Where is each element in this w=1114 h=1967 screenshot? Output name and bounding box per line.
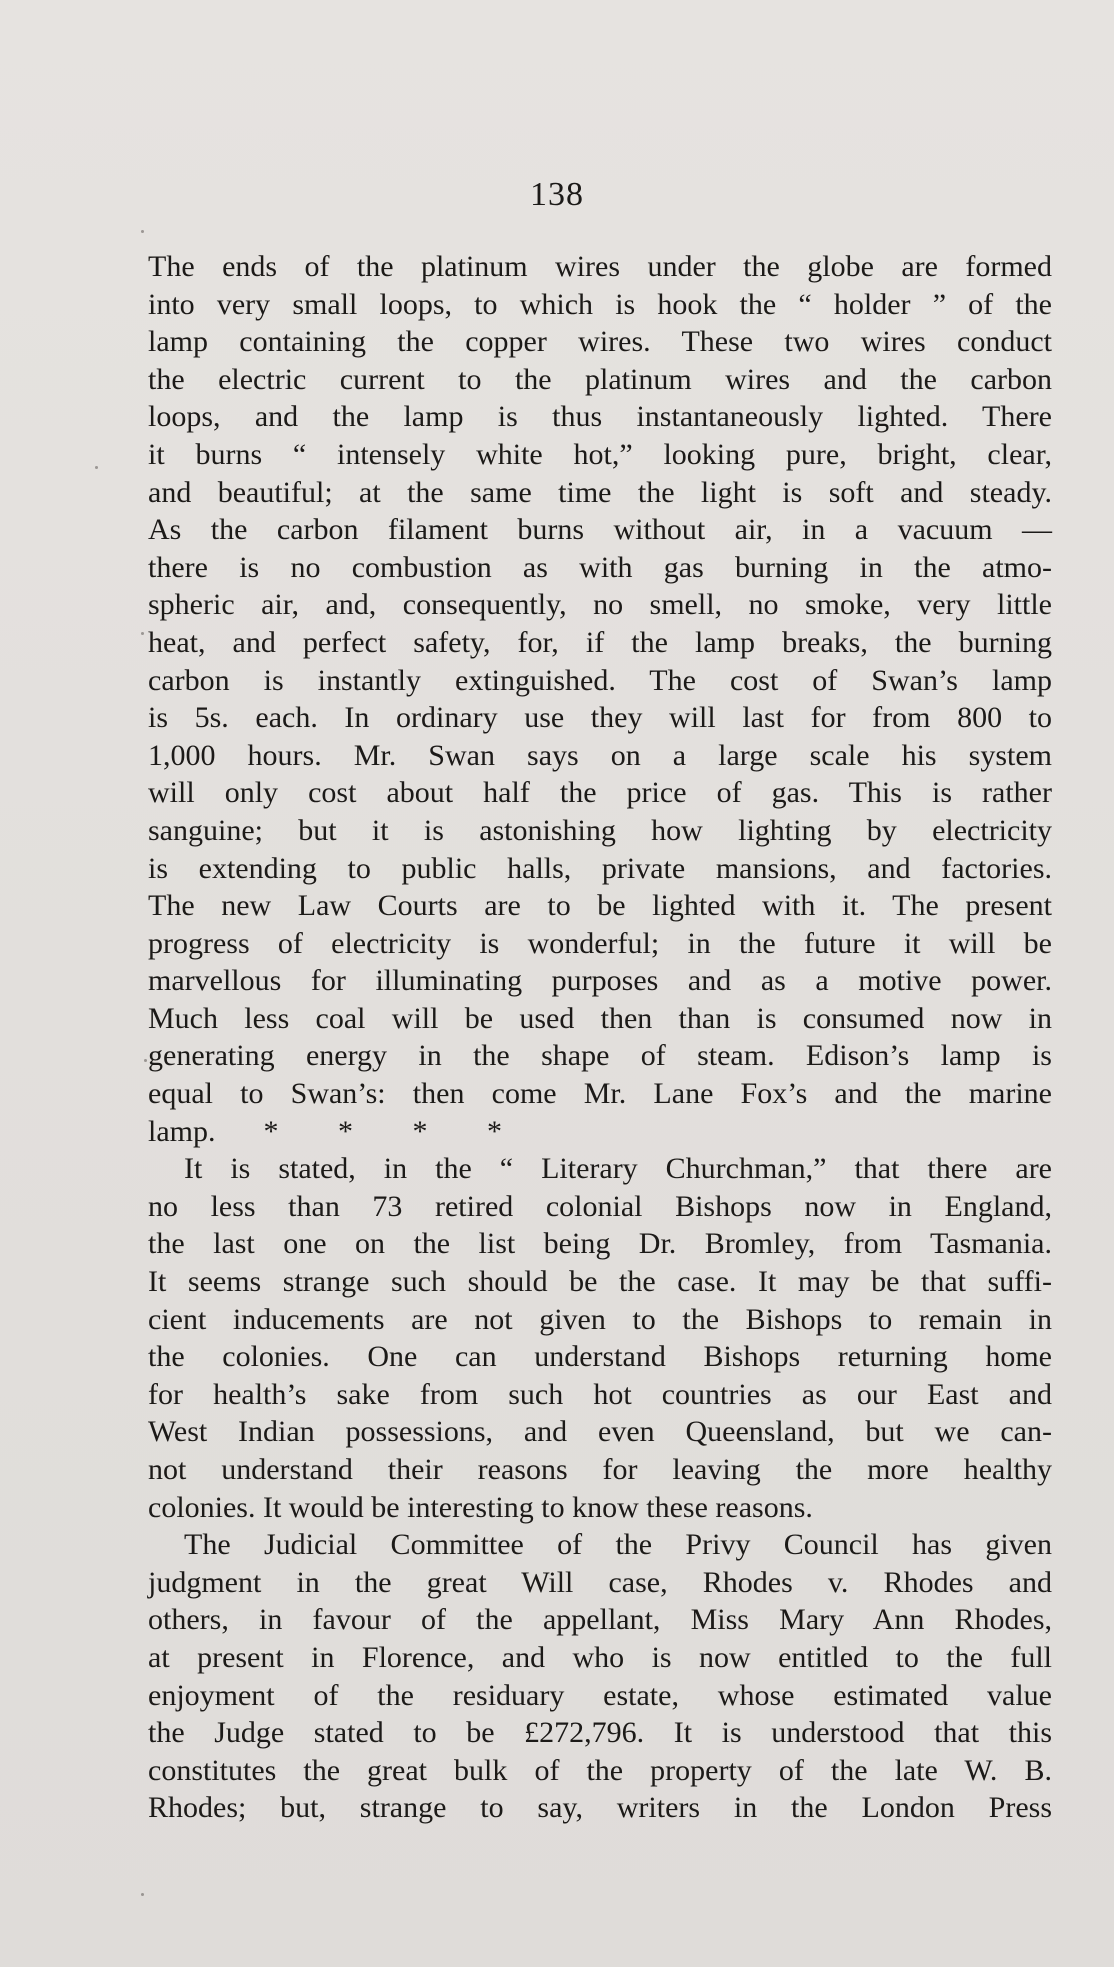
text-line: it burns “ intensely white hot,” looking pure, bright, clear, xyxy=(148,437,1052,471)
text-line: It is stated, in the “ Literary Churchman,” that there are xyxy=(184,1152,1052,1186)
paper-speck xyxy=(144,1059,147,1062)
text-line: It seems strange such should be the case. It may be that suffi- xyxy=(148,1265,1052,1299)
text-line: the last one on the list being Dr. Bromley, from Tasmania. xyxy=(148,1227,1052,1261)
text-line: lamp. * * * * xyxy=(148,1113,1052,1151)
body-text xyxy=(148,248,1052,1827)
text-line: As the carbon filament burns without air, in a vacuum — xyxy=(148,513,1052,547)
section-break-asterisks: * * * * xyxy=(263,1114,502,1148)
paper-speck xyxy=(141,632,144,635)
text-line: generating energy in the shape of steam. Edison’s lamp is xyxy=(148,1039,1052,1073)
text-line: enjoyment of the residuary estate, whose estimated value xyxy=(148,1678,1052,1712)
text-line: carbon is instantly extinguished. The cost of Swan’s lamp xyxy=(148,663,1052,697)
text-line: cient inducements are not given to the Bishops to remain in xyxy=(148,1302,1052,1336)
text-line: lamp containing the copper wires. These two wires conduct xyxy=(148,325,1052,359)
paragraph-1 xyxy=(148,248,1052,1150)
text-line: and beautiful; at the same time the light is soft and steady. xyxy=(148,475,1052,509)
text-line: will only cost about half the price of gas. This is rather xyxy=(148,776,1052,810)
text-line: no less than 73 retired colonial Bishops now in England, xyxy=(148,1189,1052,1223)
page-number: 138 xyxy=(530,176,584,213)
text-line: the Judge stated to be £272,796. It is understood that this xyxy=(148,1716,1052,1750)
text-line: into very small loops, to which is hook the “ holder ” of the xyxy=(148,287,1052,321)
text-line: Much less coal will be used then than is consumed now in xyxy=(148,1001,1052,1035)
text-line: colonies. It would be interesting to know these reasons. xyxy=(148,1490,813,1524)
paragraph-3 xyxy=(148,1526,1052,1827)
text-line: is 5s. each. In ordinary use they will last for from 800 to xyxy=(148,701,1052,735)
text-line: The new Law Courts are to be lighted with it. The present xyxy=(148,889,1052,923)
text-line: is extending to public halls, private mansions, and factories. xyxy=(148,851,1052,885)
paper-speck xyxy=(95,466,98,469)
text-line: spheric air, and, consequently, no smell, no smoke, very little xyxy=(148,588,1052,622)
text-line: not understand their reasons for leaving the more healthy xyxy=(148,1453,1052,1486)
text-line: heat, and perfect safety, for, if the lamp breaks, the burning xyxy=(148,625,1052,659)
text-line: the electric current to the platinum wires and the carbon xyxy=(148,362,1052,396)
text-line: equal to Swan’s: then come Mr. Lane Fox’s and the marine xyxy=(148,1077,1052,1111)
text-line: Rhodes; but, strange to say, writers in the London Press xyxy=(148,1791,1052,1825)
text-line: loops, and the lamp is thus instantaneously lighted. There xyxy=(148,400,1052,434)
text-line: sanguine; but it is astonishing how lighting by electricity xyxy=(148,813,1052,847)
text-line: 1,000 hours. Mr. Swan says on a large scale his system xyxy=(148,738,1052,772)
paragraph-2 xyxy=(148,1150,1052,1526)
text-line: constitutes the great bulk of the property of the late W. B. xyxy=(148,1753,1052,1787)
paper-speck xyxy=(141,230,144,233)
text-line: progress of electricity is wonderful; in the future it will be xyxy=(148,926,1052,960)
text-line: for health’s sake from such hot countries as our East and xyxy=(148,1377,1052,1411)
text-line: there is no combustion as with gas burning in the atmo- xyxy=(148,550,1052,584)
text-line: the colonies. One can understand Bishops returning home xyxy=(148,1340,1052,1374)
text-line: marvellous for illuminating purposes and as a motive power. xyxy=(148,964,1052,998)
text-line: West Indian possessions, and even Queensland, but we can- xyxy=(148,1415,1052,1449)
text-line: judgment in the great Will case, Rhodes v. Rhodes and xyxy=(148,1565,1052,1599)
text-line: others, in favour of the appellant, Miss Mary Ann Rhodes, xyxy=(148,1603,1052,1637)
text-line: The ends of the platinum wires under the globe are formed xyxy=(148,250,1052,283)
text-line: at present in Florence, and who is now entitled to the full xyxy=(148,1640,1052,1674)
paper-speck xyxy=(141,1893,144,1896)
text-line: The Judicial Committee of the Privy Council has given xyxy=(184,1528,1052,1562)
